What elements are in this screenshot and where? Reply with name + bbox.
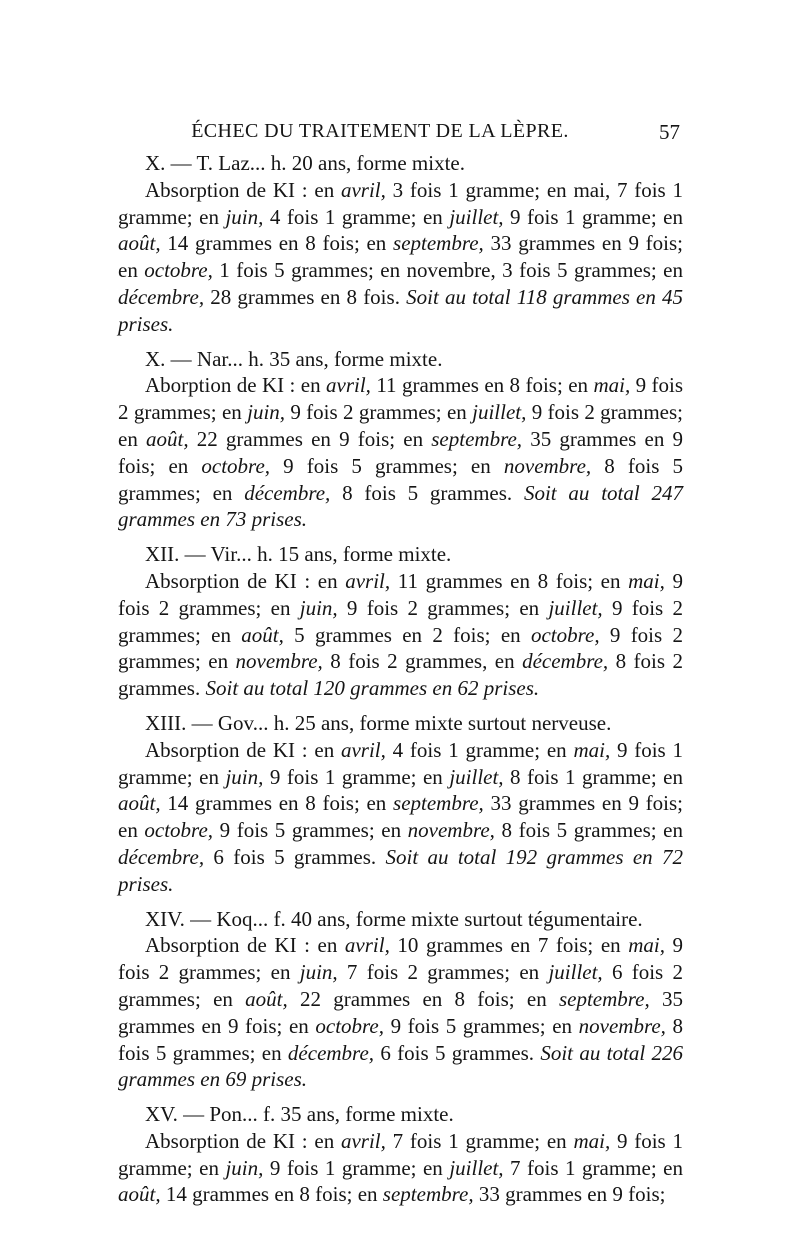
page-number: 57 bbox=[659, 120, 680, 144]
case-title: XIII. — Gov... h. 25 ans, forme mixte surtout nerveuse. bbox=[145, 710, 612, 735]
case-paragraph: Absorption de KI : en avril, 10 grammes en 7 fois; en mai, 9 fois 2 grammes; en juin, 7 fois 2 grammes; en juillet, 6 fois 2 grammes; en août, 22 grammes en 8 fois; en septembre, 35 grammes en 9 fois; en octobre, 9 fois 5 grammes; en novembre, 8 fois 5 grammes; en décembre, 6 fois 5 grammes. Soit au total 226 grammes en 69 prises. bbox=[118, 933, 684, 1092]
case-entry bbox=[118, 906, 683, 1094]
running-title: ÉCHEC DU TRAITEMENT DE LA LÈPRE. bbox=[191, 120, 569, 142]
page-body bbox=[118, 150, 683, 1216]
case-title: X. — T. Laz... h. 20 ans, forme mixte. bbox=[145, 151, 465, 175]
case-paragraph: Aborption de KI : en avril, 11 grammes en 8 fois; en mai, 9 fois 2 grammes; en juin, 9 fois 2 grammes; en juillet, 9 fois 2 grammes; en août, 22 grammes en 9 fois; en septembre, 35 grammes en 9 fois; en octobre, 9 fois 5 grammes; en novembre, 8 fois 5 grammes; en décembre, 8 fois 5 grammes. Soit au total 247 grammes en 73 prises. bbox=[118, 373, 684, 532]
case-paragraph: Absorption de KI : en avril, 7 fois 1 gramme; en mai, 9 fois 1 gramme; en juin, 9 fois 1 gramme; en juillet, 7 fois 1 gramme; en août, 14 grammes en 8 fois; en septembre, 33 grammes en 9 fois; bbox=[118, 1128, 683, 1207]
case-title: X. — Nar... h. 35 ans, forme mixte. bbox=[145, 346, 443, 371]
running-header bbox=[118, 120, 682, 146]
case-entry bbox=[118, 346, 683, 534]
case-entry bbox=[118, 710, 683, 898]
case-entry bbox=[118, 1101, 683, 1208]
case-entry bbox=[118, 150, 683, 338]
case-title: XIV. — Koq... f. 40 ans, forme mixte surtout tégumentaire. bbox=[145, 906, 643, 931]
case-paragraph: Absorption de KI : en avril, 3 fois 1 gramme; en mai, 7 fois 1 gramme; en juin, 4 fois 1 gramme; en juillet, 9 fois 1 gramme; en août, 14 grammes en 8 fois; en septembre, 33 grammes en 9 fois; en octobre, 1 fois 5 grammes; en novembre, 3 fois 5 grammes; en décembre, 28 grammes en 8 fois. Soit au total 118 grammes en 45 prises. bbox=[118, 177, 684, 336]
case-title: XV. — Pon... f. 35 ans, forme mixte. bbox=[145, 1102, 454, 1127]
case-entry bbox=[118, 541, 683, 702]
case-paragraph: Absorption de KI : en avril, 4 fois 1 gramme; en mai, 9 fois 1 gramme; en juin, 9 fois 1 gramme; en juillet, 8 fois 1 gramme; en août, 14 grammes en 8 fois; en septembre, 33 grammes en 9 fois; en octobre, 9 fois 5 grammes; en novembre, 8 fois 5 grammes; en décembre, 6 fois 5 grammes. Soit au total 192 grammes en 72 prises. bbox=[118, 737, 683, 896]
case-paragraph: Absorption de KI : en avril, 11 grammes en 8 fois; en mai, 9 fois 2 grammes; en juin, 9 fois 2 grammes; en juillet, 9 fois 2 grammes; en août, 5 grammes en 2 fois; en octobre, 9 fois 2 grammes; en novembre, 8 fois 2 grammes, en décembre, 8 fois 2 grammes. Soit au total 120 grammes en 62 prises. bbox=[118, 568, 684, 701]
case-title: XII. — Vir... h. 15 ans, forme mixte. bbox=[145, 542, 452, 567]
